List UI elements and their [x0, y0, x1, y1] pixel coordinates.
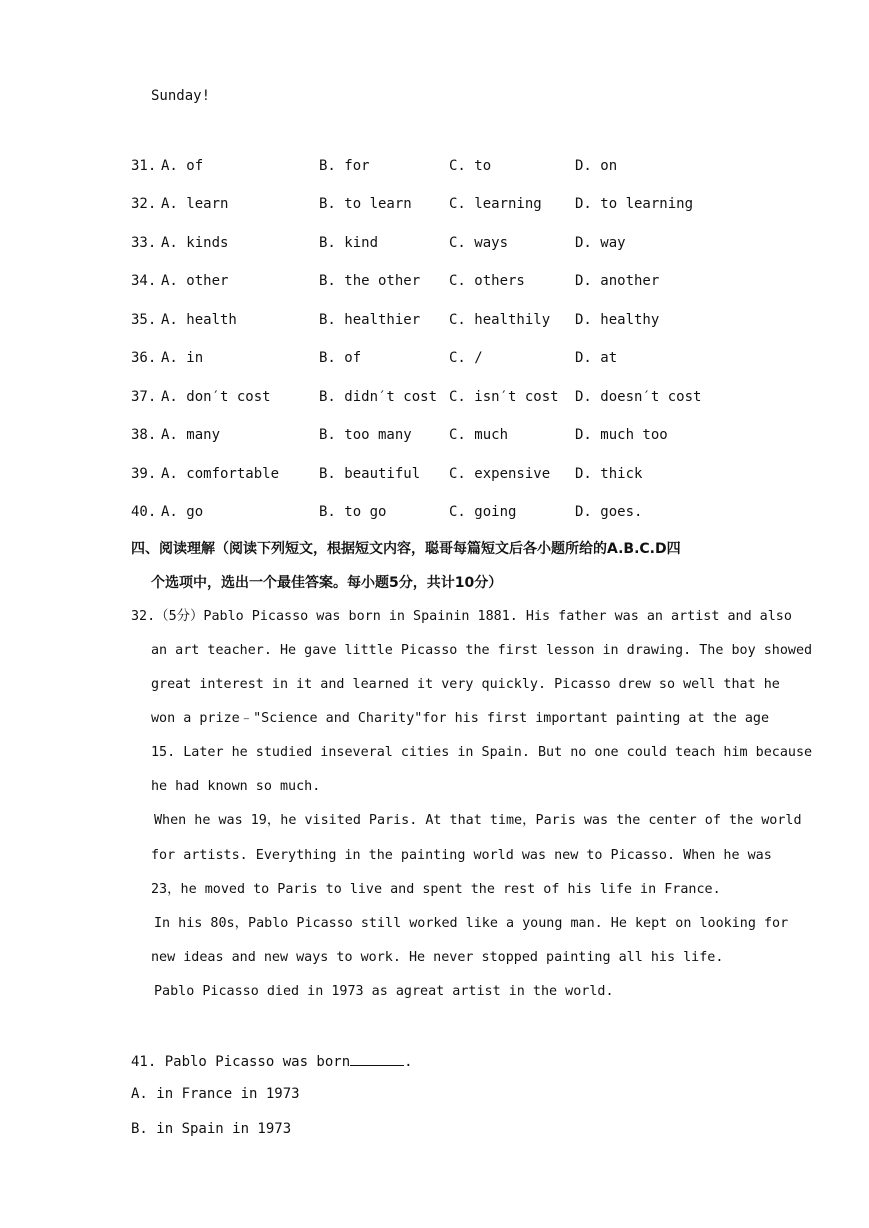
option-c: C. to	[449, 158, 492, 174]
option-c: C. expensive	[449, 466, 551, 482]
option-c: C. learning	[449, 196, 542, 212]
passage-line: In his 80s，Pablo Picasso still worked like a young man. He kept on looking for	[154, 916, 789, 931]
passage-line: new ideas and new ways to work. He never stopped painting all his life.	[151, 950, 724, 965]
option-b: B. to learn	[319, 196, 412, 212]
option-c: C. going	[449, 504, 517, 520]
option-d: D. doesn′t cost	[575, 389, 702, 405]
option-a: A. in	[161, 350, 204, 366]
option-d: D. at	[575, 350, 618, 366]
option-b: B. to go	[319, 504, 387, 520]
option-b: B. of	[319, 350, 362, 366]
question-number: 35.	[131, 312, 157, 328]
passage-line: great interest in it and learned it very quickly. Picasso drew so well that he	[151, 677, 780, 692]
option-a: A. other	[161, 273, 229, 289]
option-c: C. ways	[449, 235, 509, 251]
option-b: B. too many	[319, 427, 412, 443]
option-a: A. many	[161, 427, 221, 443]
question-41-text: 41. Pablo Picasso was born	[131, 1054, 351, 1070]
section-heading-line2: 个选项中，选出一个最佳答案。每小题5分，共计10分）	[151, 575, 503, 591]
question-41-stem	[131, 1051, 413, 1071]
option-c: C. healthily	[449, 312, 551, 328]
option-d: D. way	[575, 235, 626, 251]
option-b: B. didn′t cost	[319, 389, 438, 405]
question-number: 33.	[131, 235, 157, 251]
question-number: 34.	[131, 273, 157, 289]
option-c: C. /	[449, 350, 483, 366]
option-b: B. for	[319, 158, 370, 174]
passage-line: 32.（5分）Pablo Picasso was born in Spainin 1881. His father was an artist and also	[131, 609, 792, 624]
option-a: A. go	[161, 504, 204, 520]
option-d: D. healthy	[575, 312, 660, 328]
option-c: C. much	[449, 427, 509, 443]
passage-line: 15. Later he studied inseveral cities in Spain. But no one could teach him because	[151, 745, 813, 760]
question-number: 40.	[131, 504, 157, 520]
option-b: B. beautiful	[319, 466, 421, 482]
question-41-option-b: B. in Spain in 1973	[131, 1121, 292, 1137]
question-41-option-a: A. in France in 1973	[131, 1086, 300, 1102]
option-a: A. learn	[161, 196, 229, 212]
option-a: A. kinds	[161, 235, 229, 251]
option-d: D. another	[575, 273, 660, 289]
question-number: 39.	[131, 466, 157, 482]
passage-line: 23，he moved to Paris to live and spent the rest of his life in France.	[151, 882, 721, 897]
question-number: 31.	[131, 158, 157, 174]
intro-tail-text: Sunday!	[151, 88, 211, 104]
passage-line: When he was 19，he visited Paris. At that time，Paris was the center of the world	[154, 813, 802, 828]
option-b: B. healthier	[319, 312, 421, 328]
passage-line: an art teacher. He gave little Picasso the first lesson in drawing. The boy showed	[151, 643, 813, 658]
passage-line: won a prize﹣"Science and Charity"for his first important painting at the age	[151, 711, 770, 726]
option-a: A. don′t cost	[161, 389, 271, 405]
option-d: D. much too	[575, 427, 668, 443]
section-heading-line1: 四、阅读理解（阅读下列短文，根据短文内容，聪哥每篇短文后各小题所给的A.B.C.D四	[131, 541, 681, 557]
option-b: B. the other	[319, 273, 421, 289]
option-c: C. others	[449, 273, 525, 289]
passage-line: Pablo Picasso died in 1973 as agreat artist in the world.	[154, 984, 614, 999]
option-d: D. to learning	[575, 196, 694, 212]
passage-line: he had known so much.	[151, 779, 321, 794]
option-a: A. of	[161, 158, 204, 174]
question-41-period: .	[404, 1054, 413, 1070]
question-number: 36.	[131, 350, 157, 366]
question-number: 32.	[131, 196, 157, 212]
option-d: D. on	[575, 158, 618, 174]
answer-blank	[350, 1051, 404, 1066]
option-a: A. health	[161, 312, 237, 328]
option-d: D. thick	[575, 466, 643, 482]
option-c: C. isn′t cost	[449, 389, 559, 405]
passage-line: for artists. Everything in the painting world was new to Picasso. When he was	[151, 848, 772, 863]
option-b: B. kind	[319, 235, 379, 251]
question-number: 37.	[131, 389, 157, 405]
option-a: A. comfortable	[161, 466, 280, 482]
option-d: D. goes.	[575, 504, 643, 520]
question-number: 38.	[131, 427, 157, 443]
